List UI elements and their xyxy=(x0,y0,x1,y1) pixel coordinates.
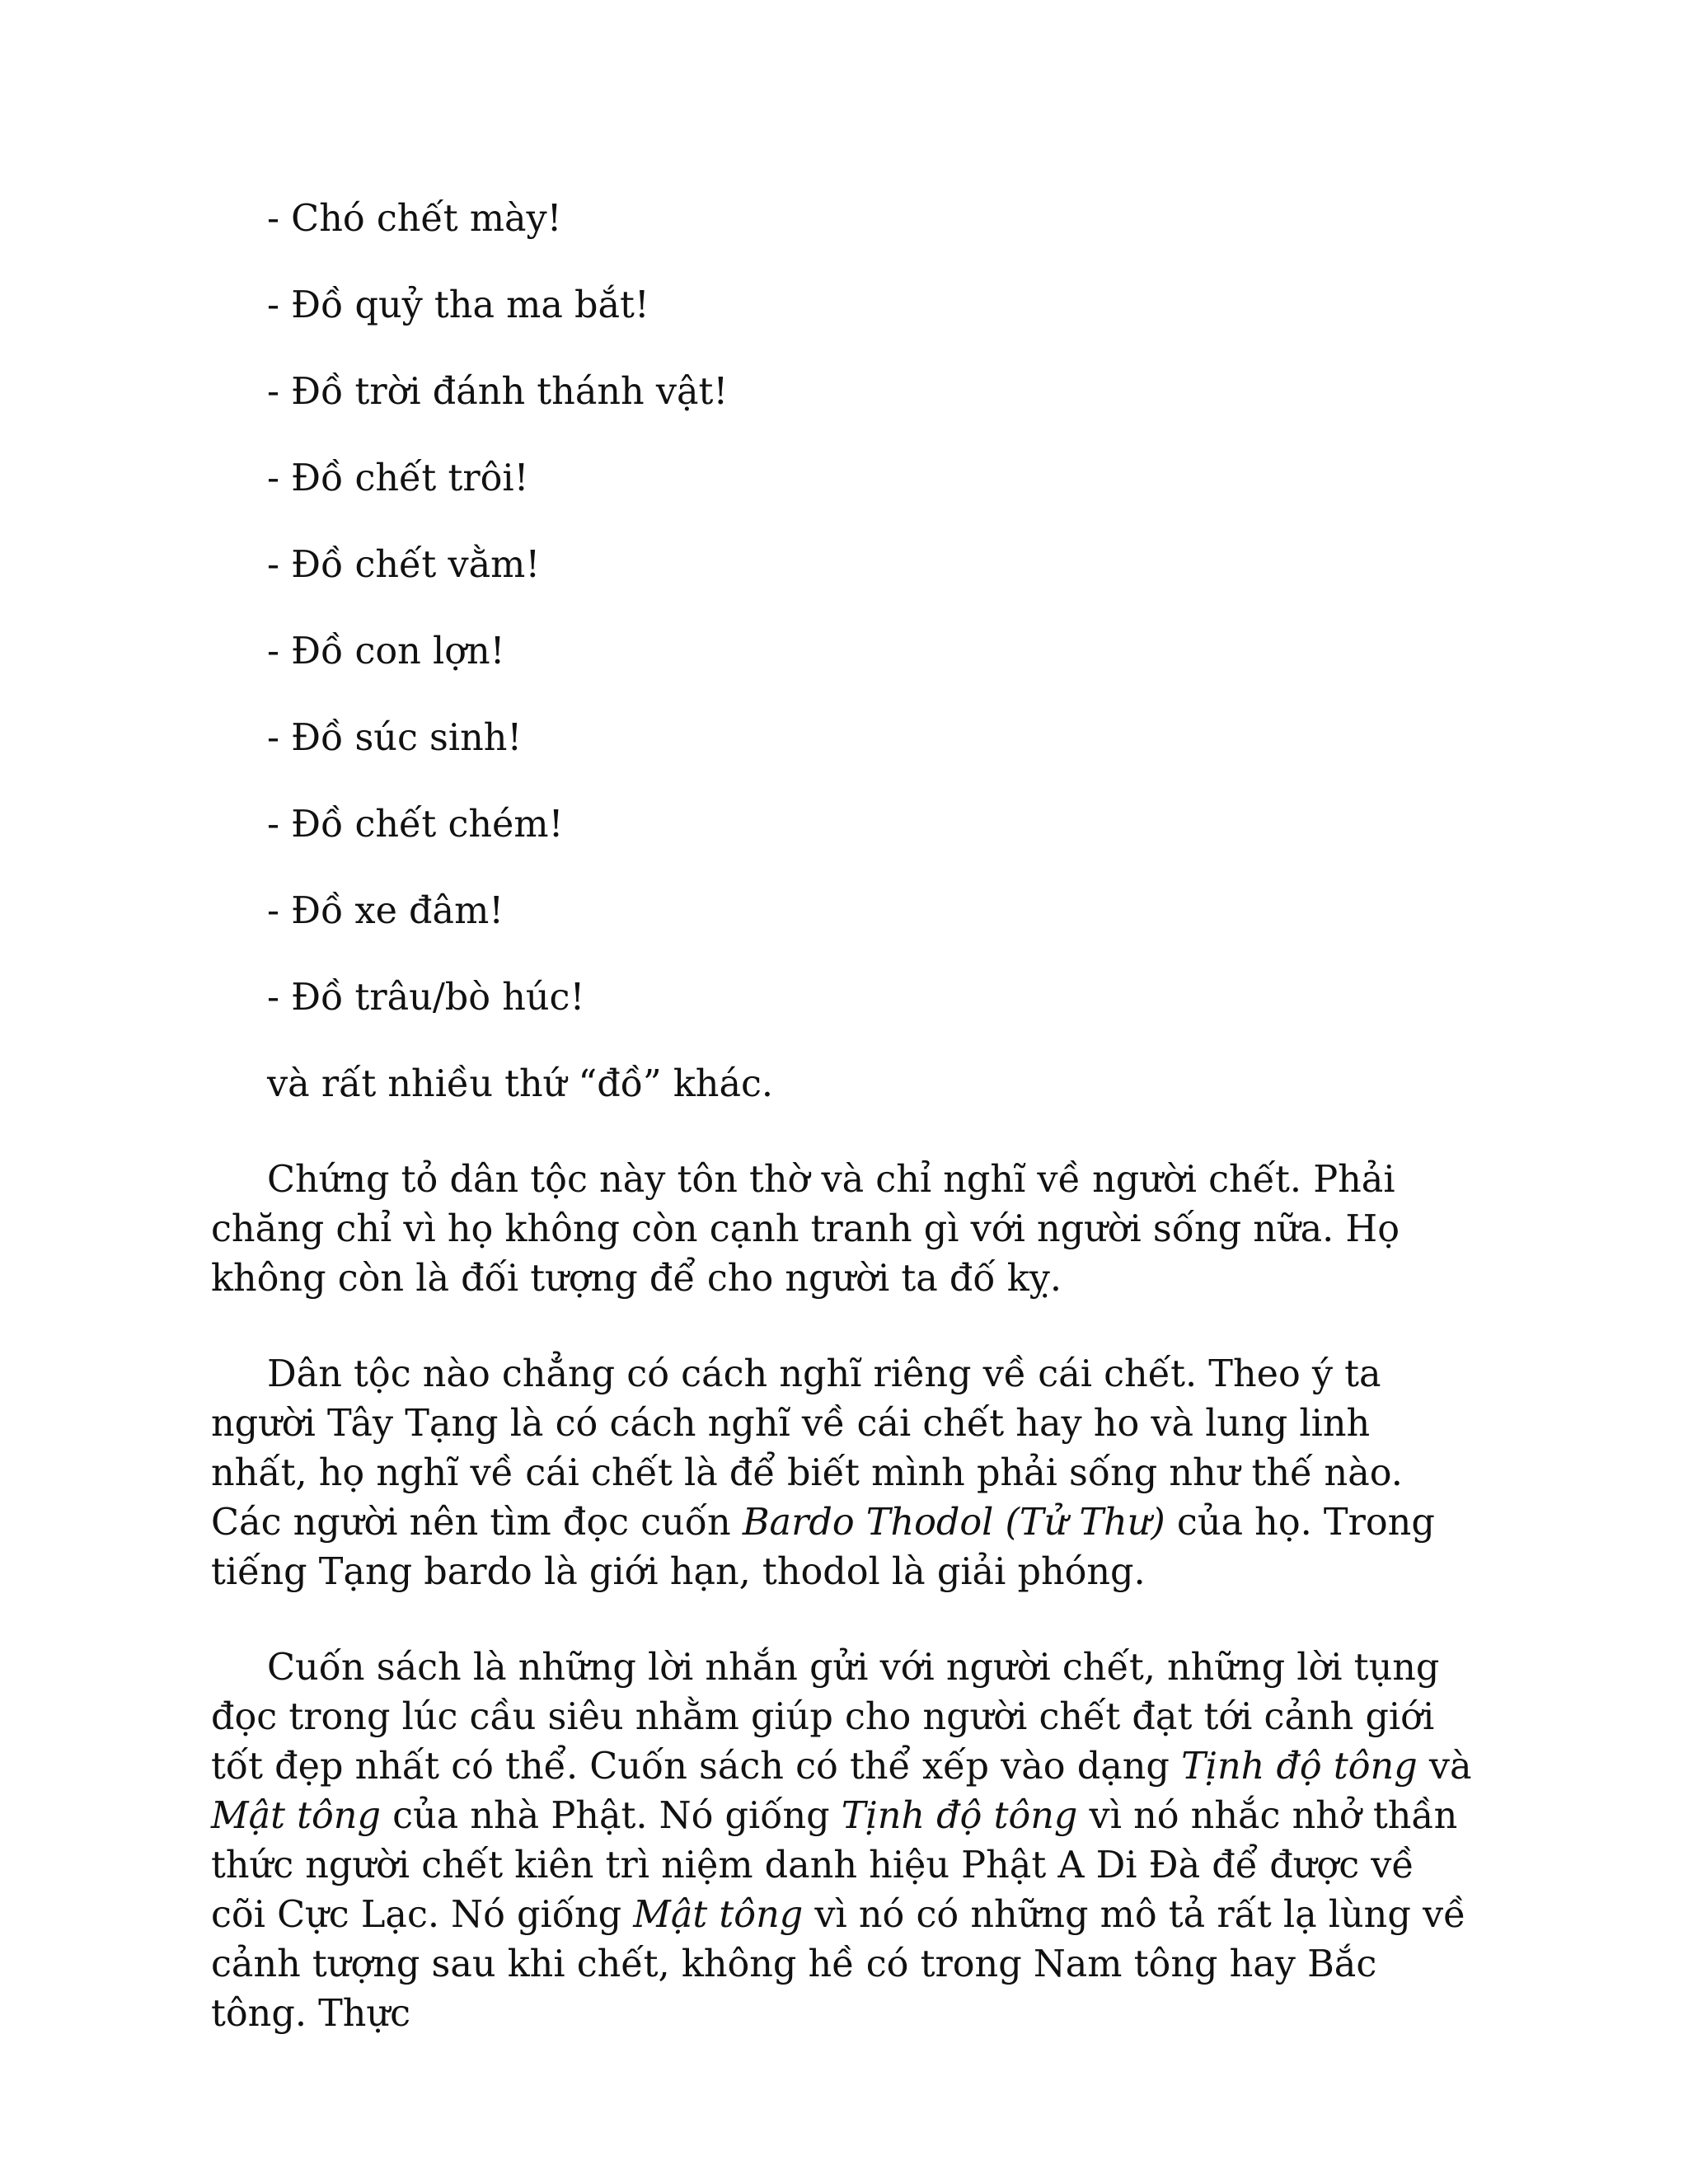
term-tinh-do-tong: Tịnh độ tông xyxy=(1181,1746,1418,1788)
list-item: - Chó chết mày! xyxy=(267,198,562,240)
book-title: Bardo Thodol (Tử Thư) xyxy=(742,1502,1165,1544)
paragraph-2 xyxy=(211,1350,1477,1597)
paragraph-3 xyxy=(211,1643,1477,2039)
term-mat-tong: Mật tông xyxy=(211,1795,381,1837)
term-mat-tong: Mật tông xyxy=(633,1894,804,1936)
list-item: - Đồ súc sinh! xyxy=(267,717,523,759)
paragraph-1 xyxy=(211,1155,1477,1304)
list-item: - Đồ chết chém! xyxy=(267,804,564,846)
paragraph-3-text-b: và xyxy=(1417,1746,1472,1788)
paragraph-3-text-e: vì nó có những mô tả rất lạ lùng về cảnh tượng sau khi chết, không hề có trong Nam tông hay Bắc tông. Thực xyxy=(211,1894,1466,2035)
paragraph-2-text-a: Dân tộc nào chẳng có cách nghĩ riêng về cái chết. Theo ý ta người Tây Tạng là có cách nghĩ về cái chết hay ho và lung linh nhất, họ nghĩ về cái chết là để biết mình phải sống như thế nào. Các người nên tìm đọc cuốn xyxy=(211,1353,1403,1544)
paragraph-3-text-c: của nhà Phật. Nó giống xyxy=(380,1795,842,1837)
list-item: - Đồ quỷ tha ma bắt! xyxy=(267,284,649,326)
list-item: - Đồ con lợn! xyxy=(267,630,505,673)
list-closing-line: và rất nhiều thứ “đồ” khác. xyxy=(267,1063,774,1105)
list-item: - Đồ trời đánh thánh vật! xyxy=(267,371,729,413)
list-item: - Đồ chết trôi! xyxy=(267,457,529,499)
list-item: - Đồ chết vằm! xyxy=(267,544,541,586)
term-tinh-do-tong: Tịnh độ tông xyxy=(841,1795,1078,1837)
document-page xyxy=(211,0,1477,2184)
paragraph-2-text-b: của họ. Trong tiếng Tạng bardo là giới hạn, thodol là giải phóng. xyxy=(211,1502,1435,1593)
list-item: - Đồ xe đâm! xyxy=(267,890,504,932)
paragraph-1-text: Chứng tỏ dân tộc này tôn thờ và chỉ nghĩ về người chết. Phải chăng chỉ vì họ không còn cạnh tranh gì với người sống nữa. Họ không còn là đối tượng để cho người ta đố kỵ. xyxy=(211,1159,1400,1300)
paragraph-3-text-a: Cuốn sách là những lời nhắn gửi với người chết, những lời tụng đọc trong lúc cầu siêu nhằm giúp cho người chết đạt tới cảnh giới tốt đẹp nhất có thể. Cuốn sách có thể xếp vào dạng xyxy=(211,1647,1440,1788)
list-item: - Đồ trâu/bò húc! xyxy=(267,977,585,1019)
paragraph-3-text-d: vì nó nhắc nhở thần thức người chết kiên trì niệm danh hiệu Phật A Di Đà để được về cõi Cực Lạc. Nó giống xyxy=(211,1795,1458,1936)
insult-list xyxy=(267,194,728,1060)
